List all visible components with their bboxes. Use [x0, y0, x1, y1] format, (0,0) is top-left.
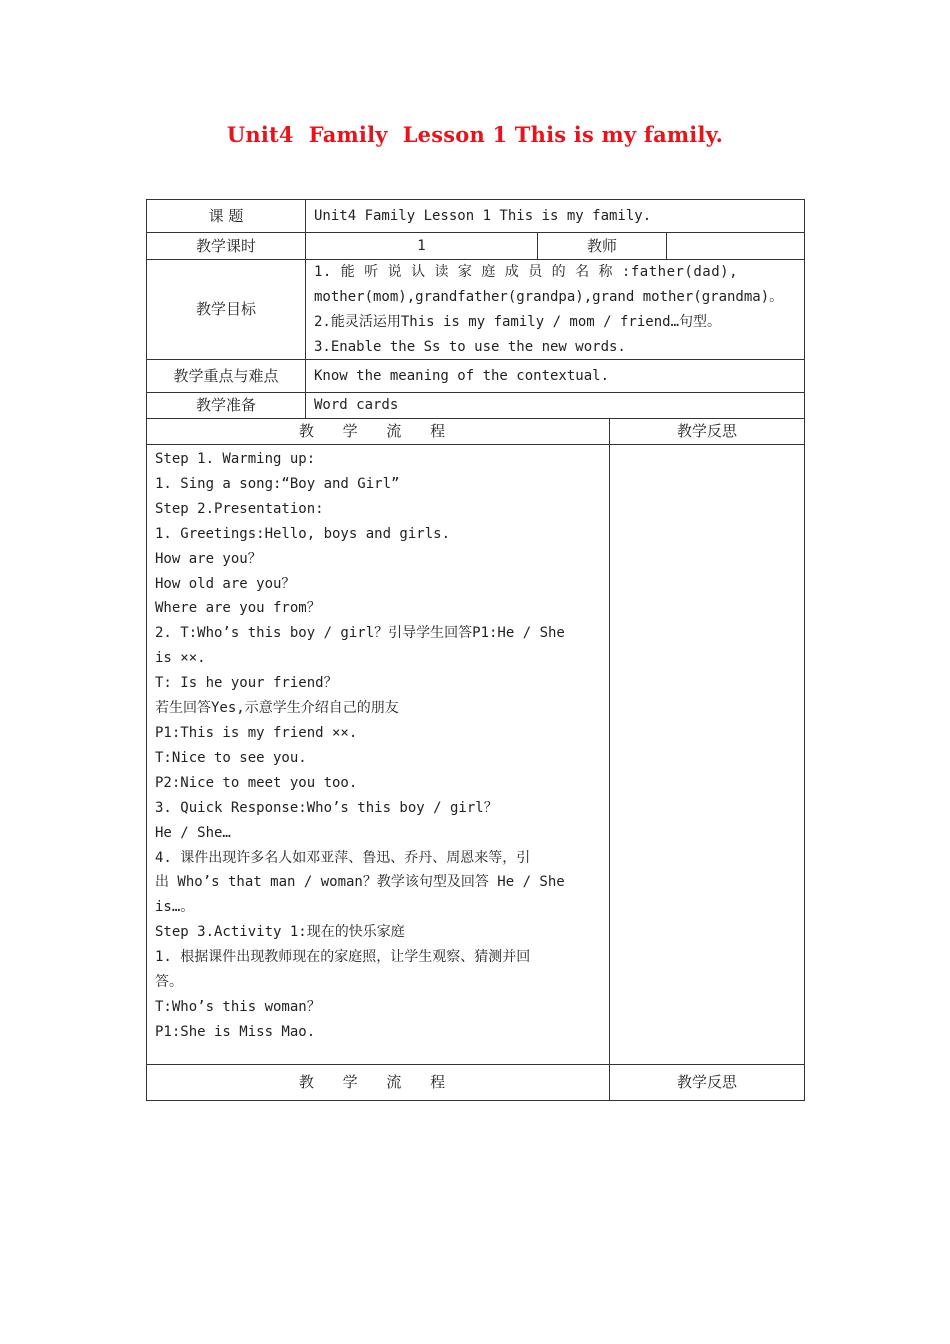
step-line: P2:Nice to meet you too. — [155, 774, 358, 791]
step-line: Step 3.Activity 1:现在的快乐家庭 — [155, 924, 405, 941]
step-line: T:Who’s this woman？ — [155, 998, 321, 1015]
goals-label: 教学目标 — [147, 260, 306, 359]
step-line: is…。 — [155, 899, 195, 916]
step-line: P1:This is my friend ××. — [155, 724, 358, 741]
step-line: How are you？ — [155, 550, 262, 567]
step-line: is ××. — [155, 650, 206, 667]
keypoints-row — [146, 360, 805, 393]
goal-item: 1. 能 听 说 认 读 家 庭 成 员 的 名 称 :father(dad), — [314, 264, 739, 280]
topic-value: Unit4 Family Lesson 1 This is my family. — [314, 207, 652, 224]
step-line: 答。 — [155, 974, 183, 991]
step-line: Step 2.Presentation: — [155, 500, 324, 517]
step-line: Where are you from？ — [155, 600, 321, 617]
step-line: 2. T:Who’s this boy / girl？引导学生回答P1:He / She — [155, 625, 565, 642]
goal-item: 2.能灵活运用This is my family / mom / friend…句型。 — [314, 314, 722, 330]
step-line: How old are you？ — [155, 575, 296, 592]
prep-value: Word cards — [314, 397, 399, 413]
goals-row — [146, 260, 805, 360]
flow-header-row — [146, 419, 805, 445]
step-line: 3. Quick Response:Who’s this boy / girl？ — [155, 799, 498, 816]
step-line: Step 1. Warming up: — [155, 451, 316, 467]
reflection-footer-label: 教学反思 — [676, 1073, 737, 1091]
reflection-header-label: 教学反思 — [676, 422, 737, 440]
step-line: T:Nice to see you. — [155, 749, 307, 766]
flow-footer-row — [146, 1065, 805, 1101]
flow-body-row — [146, 445, 805, 1065]
keypoints-label: 教学重点与难点 — [147, 360, 306, 392]
step-line: He / She… — [155, 824, 231, 841]
step-line: P1:She is Miss Mao. — [155, 1023, 316, 1040]
step-line: 1. 根据课件出现教师现在的家庭照，让学生观察、猜测并回 — [155, 949, 531, 966]
periods-row — [146, 233, 805, 260]
step-line: 出 Who’s that man / woman？教学该句型及回答 He / She — [155, 874, 565, 891]
keypoints-value: Know the meaning of the contextual. — [314, 367, 610, 384]
prep-label: 教学准备 — [147, 393, 306, 418]
goal-item: mother(mom),grandfather(grandpa),grand mother(grandma)。 — [314, 289, 784, 305]
topic-row — [146, 199, 805, 233]
periods-value: 1 — [306, 233, 538, 259]
step-line: T: Is he your friend？ — [155, 675, 338, 692]
flow-footer-label: 教 学 流 程 — [147, 1065, 610, 1100]
step-line: 4. 课件出现许多名人如邓亚萍、鲁迅、乔丹、周恩来等，引 — [155, 849, 531, 866]
page-title: Unit4 Family Lesson 1 This is my family. — [226, 122, 724, 147]
step-line: 1. Sing a song:“Boy and Girl” — [155, 475, 400, 492]
prep-row — [146, 393, 805, 419]
teacher-value — [667, 233, 804, 259]
step-line: 若生回答Yes,示意学生介绍自己的朋友 — [155, 700, 399, 717]
step-line: 1. Greetings:Hello, boys and girls. — [155, 525, 451, 542]
lesson-plan-table — [146, 199, 805, 1101]
reflection-body — [610, 445, 804, 1064]
flow-header-label: 教 学 流 程 — [147, 419, 610, 444]
steps-list — [147, 445, 610, 1064]
teacher-label: 教师 — [538, 233, 667, 259]
topic-label: 课 题 — [147, 200, 306, 232]
periods-label: 教学课时 — [147, 233, 306, 259]
goal-item: 3.Enable the Ss to use the new words. — [314, 339, 626, 355]
goals-list — [306, 260, 804, 359]
